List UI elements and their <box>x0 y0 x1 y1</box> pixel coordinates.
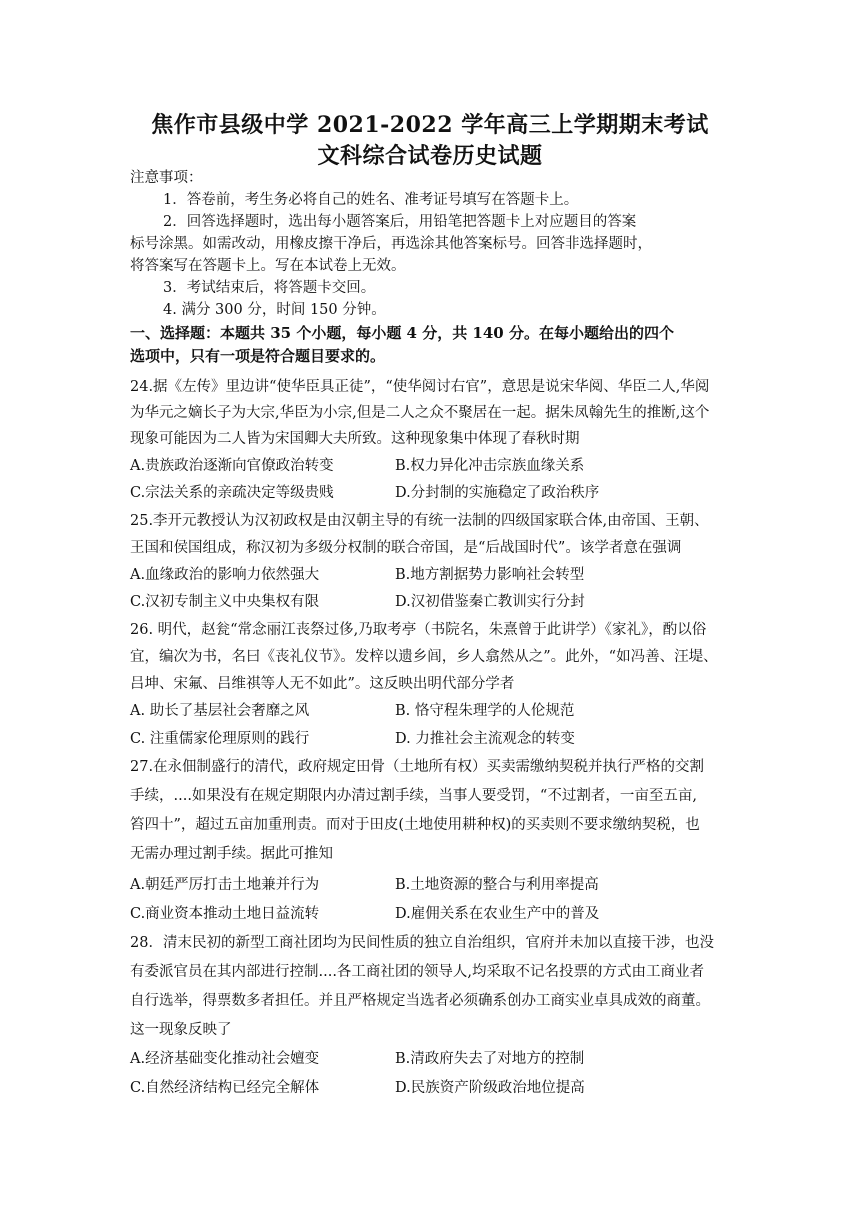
question-25-option-d: D.汉初借鉴秦亡教训实行分封 <box>395 594 585 610</box>
notice-item-2-line-2: 标号涂黑。如需改动，用橡皮擦干净后，再选涂其他答案标号。回答非选择题时， <box>130 236 652 252</box>
question-24-line-2: 为华元之嫡长子为大宗,华臣为小宗,但是二人之众不聚居在一起。据朱凤翰先生的推断,这个 <box>130 405 710 421</box>
question-26-option-b: B. 恪守程朱理学的人伦规范 <box>395 703 575 719</box>
question-26-line-3: 吕坤、宋氟、吕维祺等人无不如此”。这反映出明代部分学者 <box>130 676 515 692</box>
question-28-option-c: C.自然经济结构已经完全解体 <box>130 1080 320 1096</box>
section-heading-line-1: 一、选择题：本题共 35 个小题，每小题 4 分，共 140 分。在每小题给出的四个 <box>130 324 674 342</box>
notice-item-2-line-3: 将答案写在答题卡上。写在本试卷上无效。 <box>130 258 406 274</box>
section-heading-line-2: 选项中，只有一项是符合题目要求的。 <box>130 347 386 365</box>
question-26-line-2: 宜，编次为书，名曰《丧礼仪节》。发梓以遗乡闾，乡人翕然从之”。此外，“如冯善、汪堤、 <box>130 649 718 665</box>
notice-item-2-line-1: 2．回答选择题时，选出每小题答案后，用铅笔把答题卡上对应题目的答案 <box>163 214 637 230</box>
question-24-option-b: B.权力异化冲击宗族血缘关系 <box>395 458 585 474</box>
notice-item-4: 4. 满分 300 分，时间 150 分钟。 <box>163 302 386 318</box>
exam-subtitle: 文科综合试卷历史试题 <box>317 143 543 169</box>
question-24-line-3: 现象可能因为二人皆为宋国卿大夫所致。这种现象集中体现了春秋时期 <box>130 431 580 447</box>
question-27-option-d: D.雇佣关系在农业生产中的普及 <box>395 906 600 922</box>
question-27-line-2: 手续，....如果没有在规定期限内办清过割手续，当事人要受罚，“不过割者，一亩至五亩, <box>130 788 697 804</box>
question-25-line-1: 25.李开元教授认为汉初政权是由汉朝主导的有统一法制的四级国家联合体,由帝国、王朝、 <box>130 513 709 529</box>
question-26-option-a: A. 助长了基层社会奢靡之风 <box>130 703 310 719</box>
question-26-line-1: 26. 明代，赵瓮“常念丽江丧祭过侈,乃取考亭（书院名，朱熹曾于此讲学）《家礼》，酌以俗 <box>130 622 707 638</box>
question-26-option-d: D. 力推社会主流观念的转变 <box>395 731 575 747</box>
question-28-option-b: B.清政府失去了对地方的控制 <box>395 1051 585 1067</box>
question-27-line-4: 无需办理过割手续。据此可推知 <box>130 846 333 862</box>
question-25-option-b: B.地方割据势力影响社会转型 <box>395 567 585 583</box>
question-24-option-d: D.分封制的实施稳定了政治秩序 <box>395 485 600 501</box>
question-24-option-c: C.宗法关系的亲疏决定等级贵贱 <box>130 485 334 501</box>
question-28-line-2: 有委派官员在其内部进行控制....各工商社团的领导人,均采取不记名投票的方式由工商业者 <box>130 964 705 980</box>
question-27-option-a: A.朝廷严厉打击土地兼并行为 <box>130 877 320 893</box>
question-25-option-c: C.汉初专制主义中央集权有限 <box>130 594 320 610</box>
question-25-line-2: 王国和侯国组成，称汉初为多级分权制的联合帝国，是“后战国时代”。该学者意在强调 <box>130 540 682 556</box>
question-24-option-a: A.贵族政治逐渐向官僚政治转变 <box>130 458 334 474</box>
question-24-line-1: 24.据《左传》里边讲“使华臣具正徒”，“使华阅讨右官”，意思是说宋华阅、华臣二人,华阅 <box>130 379 710 395</box>
question-27-option-c: C.商业资本推动土地日益流转 <box>130 906 320 922</box>
notice-item-3: 3．考试结束后，将答题卡交回。 <box>163 280 376 296</box>
exam-title: 焦作市县级中学 2021-2022 学年高三上学期期末考试 <box>151 112 709 138</box>
question-28-option-d: D.民族资产阶级政治地位提高 <box>395 1080 585 1096</box>
question-27-line-3: 笞四十”，超过五亩加重刑责。而对于田皮(土地使用耕种权)的买卖则不要求缴纳契税，也 <box>130 817 700 833</box>
notice-item-1: 1．答卷前，考生务必将自己的姓名、准考证号填写在答题卡上。 <box>163 192 579 208</box>
question-28-line-3: 自行选举，得票数多者担任。并且严格规定当选者必须确系创办工商实业卓具成效的商董。 <box>130 993 710 1009</box>
question-28-line-1: 28．清末民初的新型工商社团均为民间性质的独立自治组织，官府并未加以直接干涉，也没 <box>130 935 714 951</box>
question-27-line-1: 27.在永佃制盛行的清代，政府规定田骨（土地所有权）买卖需缴纳契税并执行严格的交割 <box>130 759 705 775</box>
question-28-option-a: A.经济基础变化推动社会嬗变 <box>130 1051 320 1067</box>
notice-heading: 注意事项： <box>130 170 203 186</box>
question-28-line-4: 这一现象反映了 <box>130 1022 232 1038</box>
question-26-option-c: C. 注重儒家伦理原则的践行 <box>130 731 310 747</box>
question-25-option-a: A.血缘政治的影响力依然强大 <box>130 567 320 583</box>
question-27-option-b: B.土地资源的整合与利用率提高 <box>395 877 599 893</box>
